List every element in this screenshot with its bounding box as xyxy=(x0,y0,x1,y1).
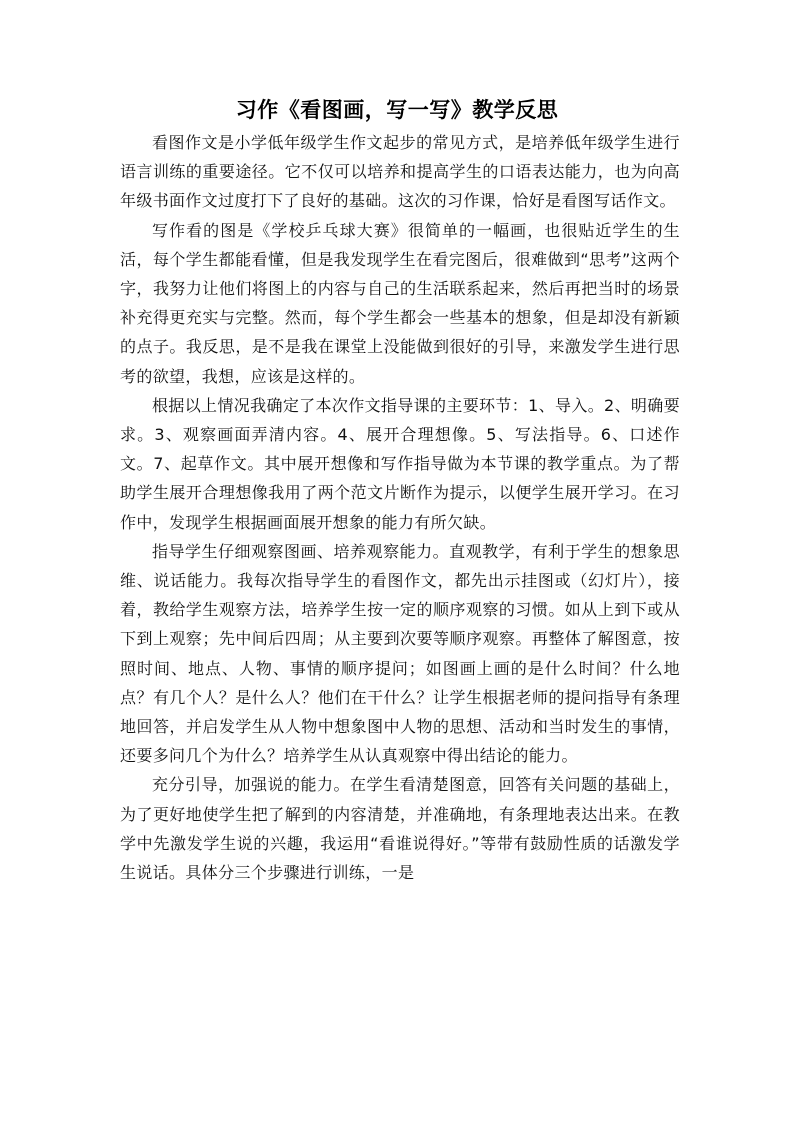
paragraph-2: 写作看的图是《学校乒乓球大赛》很简单的一幅画，也很贴近学生的生活，每个学生都能看懂，但是我发现学生在看完图后，很难做到“思考”这两个字，我努力让他们将图上的内容与自己的生活联系起来，然后再把当时的场景补充得更充实与完整。然而，每个学生都会一些基本的想象，但是却没有新颖的点子。我反思，是不是我在课堂上没能做到很好的引导，来激发学生进行思考的欲望，我想，应该是这样的。 xyxy=(120,220,680,386)
paragraph-3: 根据以上情况我确定了本次作文指导课的主要环节：1、导入。2、明确要求。3、观察画面弄清内容。4、展开合理想像。5、写法指导。6、口述作文。7、起草作文。其中展开想像和写作指导做为本节课的教学重点。为了帮助学生展开合理想像我用了两个范文片断作为提示，以便学生展开学习。在习作中，发现学生根据画面展开想象的能力有所欠缺。 xyxy=(120,395,680,532)
document-title: 习作《看图画，写一写》教学反思 xyxy=(235,98,559,122)
paragraph-1: 看图作文是小学低年级学生作文起步的常见方式，是培养低年级学生进行语言训练的重要途径。它不仅可以培养和提高学生的口语表达能力，也为向高年级书面作文过度打下了良好的基础。这次的习作课，恰好是看图写话作文。 xyxy=(120,133,680,211)
document-body xyxy=(120,128,680,887)
paragraph-4: 指导学生仔细观察图画、培养观察能力。直观教学，有利于学生的想象思维、说话能力。我每次指导学生的看图作文，都先出示挂图或（幻灯片），接着，教给学生观察方法，培养学生按一定的顺序观察的习惯。如从上到下或从下到上观察；先中间后四周；从主要到次要等顺序观察。再整体了解图意，按照时间、地点、人物、事情的顺序提问；如图画上画的是什么时间？什么地点？有几个人？是什么人？他们在干什么？让学生根据老师的提问指导有条理地回答，并启发学生从人物中想象图中人物的思想、活动和当时发生的事情，还要多问几个为什么？培养学生从认真观察中得出结论的能力。 xyxy=(120,541,680,766)
paragraph-5: 充分引导，加强说的能力。在学生看清楚图意，回答有关问题的基础上，为了更好地使学生把了解到的内容清楚，并准确地，有条理地表达出来。在教学中先激发学生说的兴趣，我运用“看谁说得好。”等带有鼓励性质的话激发学生说话。具体分三个步骤进行训练，一是 xyxy=(120,775,680,883)
